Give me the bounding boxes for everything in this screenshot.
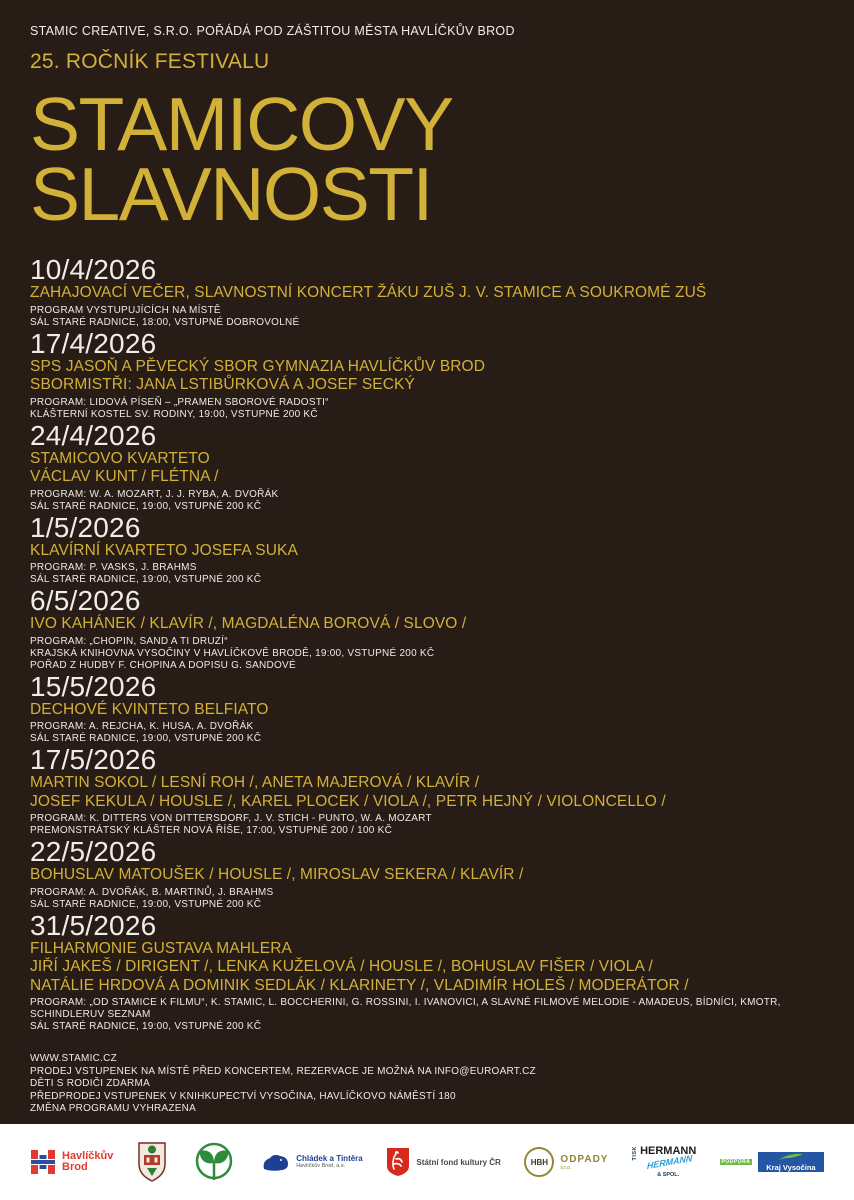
- event-detail: SÁL STARÉ RADNICE, 19:00, VSTUPNÉ 200 KČ: [30, 733, 262, 744]
- hermann-tisk-label: TISK: [632, 1145, 639, 1161]
- sponsor-hbh-odpady: [524, 1147, 608, 1177]
- event-detail: KRAJSKÁ KNIHOVNA VYSOČINY V HAVLÍČKOVĚ BRODĚ, 19:00, VSTUPNÉ 200 KČ: [30, 647, 435, 659]
- chladek-tintera-label: [296, 1154, 363, 1170]
- kraj-vysocina-podpora-badge: [720, 1159, 752, 1165]
- event-title: MARTIN SOKOL / LESNÍ ROH /, ANETA MAJEROVÁ / KLAVÍR /: [30, 774, 480, 791]
- poster-title-line2: SLAVNOSTI: [30, 152, 432, 236]
- havlickuv-brod-h-icon: [30, 1149, 56, 1175]
- event-block: [30, 837, 824, 911]
- podpora-label: PODPORA: [721, 1159, 751, 1165]
- event-details: [30, 562, 824, 586]
- event-details: [30, 887, 824, 911]
- hbh-label-group: [560, 1154, 608, 1171]
- hbh-circle-icon: HBH: [524, 1147, 554, 1177]
- event-title: SPS JASOŇ A PĚVECKÝ SBOR GYMNAZIA HAVLÍČKŮV BROD: [30, 357, 486, 375]
- event-date: 17/4/2026: [30, 327, 157, 359]
- event-details: [30, 813, 824, 837]
- kraj-vysocina-panel: [758, 1152, 824, 1172]
- event-details: [30, 489, 824, 513]
- hermann-italic-label: HERMANN: [647, 1153, 693, 1172]
- statni-fond-label: Státní fond kultury ČR: [416, 1157, 501, 1167]
- beaver-icon: [260, 1151, 290, 1173]
- event-detail: PROGRAM: K. DITTERS VON DITTERSDORF, J. V. STICH - PUNTO, W. A. MOZART: [30, 813, 432, 824]
- event-detail: SÁL STARÉ RADNICE, 18:00, VSTUPNÉ DOBROVOLNÉ: [30, 316, 300, 328]
- event-date: 22/5/2026: [30, 836, 157, 867]
- event-details: [30, 397, 824, 421]
- event-block: [30, 255, 824, 329]
- footer-line: PŘEDPRODEJ VSTUPENEK V KNIHKUPECTVÍ VYSOČINA, HAVLÍČKOVO NÁMĚSTÍ 180: [30, 1090, 456, 1102]
- event-title: VÁCLAV KUNT / FLÉTNA /: [30, 468, 219, 485]
- event-detail: SÁL STARÉ RADNICE, 19:00, VSTUPNÉ 200 KČ: [30, 574, 262, 585]
- sponsor-statni-fond-kultury: [386, 1147, 500, 1177]
- footer-info: [30, 1053, 824, 1116]
- event-title: NATÁLIE HRDOVÁ A DOMINIK SEDLÁK / KLARINETY /, VLADIMÍR HOLEŠ / MODERÁTOR /: [30, 976, 689, 994]
- czech-lion-shield-icon: [386, 1147, 410, 1177]
- sponsor-kraj-vysocina: [720, 1144, 824, 1180]
- event-block: [30, 329, 824, 421]
- event-detail: SÁL STARÉ RADNICE, 19:00, VSTUPNÉ 200 KČ: [30, 898, 262, 910]
- sponsor-havlickuv-brod: [30, 1149, 113, 1175]
- event-detail: PROGRAM: A. REJCHA, K. HUSA, A. DVOŘÁK: [30, 721, 254, 732]
- event-detail: KLÁŠTERNÍ KOSTEL SV. RODINY, 19:00, VSTUPNÉ 200 KČ: [30, 408, 318, 420]
- event-block: [30, 911, 824, 1034]
- event-detail: PROGRAM: „OD STAMICE K FILMU“, K. STAMIC, L. BOCCHERINI, G. ROSSINI, I. IVANOVICI, A SLAVNÉ FILMOVÉ MELODIE - AMADEUS, BÍDNÍCI, KMOTR, SCHINDLERUV SEZNAM: [30, 997, 781, 1020]
- sponsor-logo-strip: [0, 1124, 854, 1200]
- chladek-tintera-sublabel: Havlíčkův Brod, a.s.: [296, 1163, 346, 1169]
- havlickuv-brod-label: [62, 1151, 113, 1174]
- edition-line: 25. ROČNÍK FESTIVALU: [30, 50, 270, 73]
- event-title: IVO KAHÁNEK / KLAVÍR /, MAGDALÉNA BOROVÁ / SLOVO /: [30, 615, 467, 632]
- event-detail: PROGRAM: LIDOVÁ PÍSEŇ – „PRAMEN SBOROVÉ RADOSTI“: [30, 396, 329, 408]
- event-title: ZAHAJOVACÍ VEČER, SLAVNOSTNÍ KONCERT ŽÁKU ZUŠ J. V. STAMICE A SOUKROMÉ ZUŠ: [30, 284, 707, 301]
- event-date: 10/4/2026: [30, 254, 157, 285]
- event-block: [30, 513, 824, 587]
- event-title: STAMICOVO KVARTETO: [30, 449, 210, 467]
- footer-line: ZMĚNA PROGRAMU VYHRAZENA: [30, 1103, 197, 1114]
- event-detail: PROGRAM: W. A. MOZART, J. J. RYBA, A. DVOŘÁK: [30, 488, 279, 500]
- event-title: BOHUSLAV MATOUŠEK / HOUSLE /, MIROSLAV SEKERA / KLAVÍR /: [30, 866, 524, 883]
- event-title: JOSEF KEKULA / HOUSLE /, KAREL PLOCEK / VIOLA /, PETR HEJNÝ / VIOLONCELLO /: [30, 792, 666, 810]
- event-date: 17/5/2026: [30, 744, 157, 775]
- event-block: [30, 745, 824, 837]
- chladek-tintera-name: Chládek a Tintěra: [296, 1154, 363, 1163]
- havlickuv-brod-label-line1: Havlíčkův: [62, 1149, 114, 1162]
- event-date: 31/5/2026: [30, 909, 157, 941]
- hbh-odpady-label: ODPADY: [560, 1153, 609, 1165]
- event-list: [30, 255, 824, 1033]
- event-title: DECHOVÉ KVINTETO BELFIATO: [30, 700, 269, 718]
- city-crest-icon: [137, 1141, 167, 1183]
- event-detail: PROGRAM: A. DVOŘÁK, B. MARTINŮ, J. BRAHMS: [30, 886, 274, 898]
- event-detail: PREMONSTRÁTSKÝ KLÁŠTER NOVÁ ŘÍŠE, 17:00, VSTUPNÉ 200 / 100 KČ: [30, 825, 393, 836]
- footer-website: WWW.STAMIC.CZ: [30, 1053, 117, 1064]
- event-date: 1/5/2026: [30, 511, 141, 543]
- kraj-vysocina-label: Kraj Vysočina: [766, 1163, 816, 1172]
- event-block: [30, 672, 824, 746]
- event-details: [30, 636, 824, 672]
- event-detail: SÁL STARÉ RADNICE, 19:00, VSTUPNÉ 200 KČ: [30, 1021, 262, 1032]
- event-detail: PROGRAM: P. VASKS, J. BRAHMS: [30, 562, 197, 573]
- event-detail: PROGRAM: „CHOPIN, SAND A TI DRUZÍ“: [30, 635, 228, 647]
- event-details: [30, 305, 824, 329]
- havlickuv-brod-label-line2: Brod: [62, 1161, 88, 1173]
- event-title: JIŘÍ JAKEŠ / DIRIGENT /, LENKA KUŽELOVÁ / HOUSLE /, BOHUSLAV FIŠER / VIOLA /: [30, 958, 653, 975]
- event-detail: SÁL STARÉ RADNICE, 19:00, VSTUPNÉ 200 KČ: [30, 500, 262, 512]
- footer-line: PRODEJ VSTUPENEK NA MÍSTĚ PŘED KONCERTEM, REZERVACE JE MOŽNÁ NA INFO@EUROART.CZ: [30, 1065, 536, 1077]
- footer-line: DĚTI S RODIČI ZDARMA: [30, 1078, 151, 1089]
- event-detail: PROGRAM VYSTUPUJÍCÍCH NA MÍSTĚ: [30, 304, 221, 316]
- event-date: 6/5/2026: [30, 585, 141, 616]
- leaves-emblem-icon: [191, 1139, 237, 1185]
- hermann-name-label: HERMANN: [640, 1144, 697, 1157]
- event-detail: POŘAD Z HUDBY F. CHOPINA A DOPISU G. SANDOVÉ: [30, 659, 296, 671]
- event-date: 24/4/2026: [30, 419, 157, 451]
- organizer-line: STAMIC CREATIVE, S.R.O. POŘÁDÁ POD ZÁŠTITOU MĚSTA HAVLÍČKŮV BROD: [30, 24, 515, 38]
- vysocina-swoosh-icon: [778, 1152, 804, 1162]
- hermann-spol-label: & SPOL.: [657, 1172, 680, 1179]
- sponsor-hermann: [632, 1146, 696, 1179]
- sponsor-chladek-tintera: [260, 1151, 363, 1173]
- poster-title-line1: STAMICOVY: [30, 82, 453, 166]
- event-details: [30, 997, 824, 1033]
- event-title: FILHARMONIE GUSTAVA MAHLERA: [30, 939, 292, 957]
- event-date: 15/5/2026: [30, 670, 157, 702]
- event-details: [30, 721, 824, 745]
- event-block: [30, 586, 824, 672]
- event-title: SBORMISTŘI: JANA LSTIBŮRKOVÁ A JOSEF SECKÝ: [30, 376, 415, 393]
- sponsor-city-crest: [137, 1141, 167, 1183]
- event-title: KLAVÍRNÍ KVARTETO JOSEFA SUKA: [30, 541, 298, 559]
- poster-title: [30, 82, 824, 236]
- hbh-odpady-sublabel: s.r.o.: [560, 1164, 572, 1171]
- event-block: [30, 421, 824, 513]
- sponsor-leaves-emblem: [191, 1139, 237, 1185]
